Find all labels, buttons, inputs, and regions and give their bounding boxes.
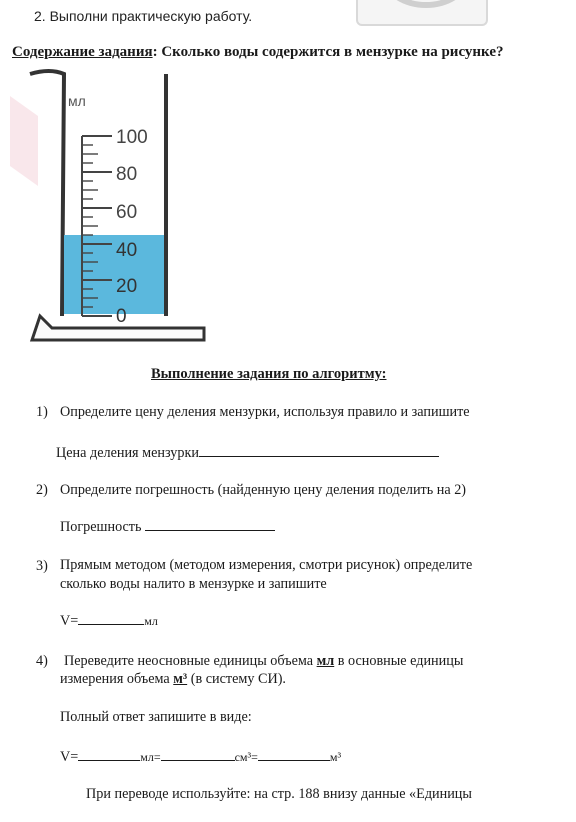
step-4-unit-ml-eq: мл= (140, 750, 161, 764)
step-4-answer-row (60, 748, 341, 766)
algorithm-title: Выполнение задания по алгоритму: (151, 366, 387, 382)
water (64, 235, 164, 314)
step-4-line-2-end: (в систему СИ). (187, 671, 286, 687)
step-3-answer-row (60, 612, 158, 630)
step-1-text: Определите цену деления мензурки, используя правило и запишите (60, 404, 470, 420)
task-heading (12, 44, 503, 61)
unit-label: мл (68, 93, 86, 109)
scale-label-60: 60 (116, 202, 138, 223)
step-1-answer-row (56, 444, 439, 462)
step-2-answer-row (60, 518, 275, 536)
step-4-blank-cm3[interactable] (161, 748, 235, 761)
step-4-line-2-text: измерения объема (60, 671, 174, 687)
top-decoration (356, 0, 488, 26)
footer-note: При переводе используйте: на стр. 188 внизу данные «Единицы (86, 786, 472, 802)
step-2-text: Определите погрешность (найденную цену деления поделить на 2) (60, 482, 467, 498)
step-4-line-1 (64, 653, 463, 670)
measuring-cylinder-figure (10, 66, 220, 348)
step-3-line-2: сколько воды налито в мензурке и запишите (60, 576, 327, 592)
step-4-unit-cm3-eq: см³= (234, 750, 258, 764)
step-4-blank-ml[interactable] (78, 748, 140, 761)
step-1-answer-blank[interactable] (199, 444, 439, 457)
step-3-answer-blank[interactable] (78, 612, 144, 625)
step-4-line-1-text: Переведите неосновные единицы объема (64, 653, 317, 669)
step-4-answer-prefix: V= (60, 749, 79, 765)
step-1-answer-label: Цена деления мензурки (56, 445, 199, 461)
scale-label-80: 80 (116, 164, 138, 185)
step-3-number: 3) (36, 558, 48, 574)
task-label: Содержание задания (12, 44, 153, 60)
step-4-line-2 (60, 671, 286, 688)
step-2-answer-blank[interactable] (145, 518, 275, 531)
step-4-number: 4) (36, 653, 48, 669)
task-question: : Сколько воды содержится в мензурке на рисунке? (152, 44, 504, 60)
step-3-answer-unit: мл (144, 614, 158, 628)
step-3-answer-prefix: V= (60, 613, 79, 629)
scale-label-20: 20 (116, 276, 138, 297)
step-2-answer-label: Погрешность (60, 519, 142, 535)
scale-label-40: 40 (116, 240, 138, 261)
scale-label-100: 100 (116, 127, 148, 148)
cylinder-left-wall (30, 71, 64, 316)
step-4-unit-m3-end: м³ (329, 750, 342, 764)
assignment-item: 2. Выполни практическую работу. (34, 8, 253, 24)
step-2-number: 2) (36, 482, 48, 498)
step-4-full-answer: Полный ответ запишите в виде: (60, 709, 252, 725)
step-4-unit-m3: м³ (173, 671, 188, 687)
step-1-number: 1) (36, 404, 48, 420)
scale-label-0: 0 (116, 306, 127, 327)
step-4-blank-m3[interactable] (258, 748, 330, 761)
step-4-line-1-end: в основные единицы (334, 653, 464, 669)
step-3-line-1: Прямым методом (методом измерения, смотри рисунок) определите (60, 557, 473, 573)
step-4-unit-ml: мл (316, 653, 335, 669)
